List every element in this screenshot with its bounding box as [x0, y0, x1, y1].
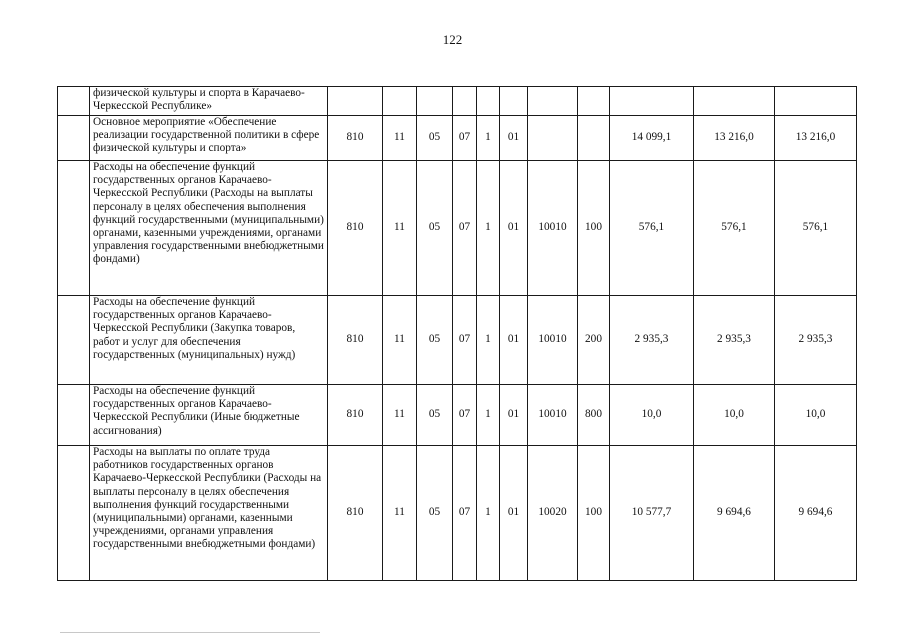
event-code-cell: 01 — [500, 446, 528, 581]
expense-type-cell — [578, 116, 610, 161]
table-row — [58, 385, 857, 446]
section-code-cell: 11 — [383, 161, 417, 296]
sum-year2-cell — [694, 87, 775, 116]
expense-type-cell — [578, 87, 610, 116]
program-code-cell — [453, 87, 477, 116]
row-margin-cell — [58, 296, 90, 385]
event-code-cell: 01 — [500, 161, 528, 296]
section-code-cell: 11 — [383, 296, 417, 385]
program-code-cell: 07 — [453, 116, 477, 161]
subprogram-code-cell: 1 — [477, 446, 500, 581]
subsection-code-cell: 05 — [417, 446, 453, 581]
sum-year1-cell: 14 099,1 — [610, 116, 694, 161]
budget-table — [57, 86, 857, 581]
event-code-cell — [500, 87, 528, 116]
expense-type-cell: 100 — [578, 446, 610, 581]
direction-code-cell: 10020 — [528, 446, 578, 581]
event-code-cell: 01 — [500, 296, 528, 385]
sum-year1-cell: 10,0 — [610, 385, 694, 446]
item-name-cell: Расходы на обеспечение функций государственных органов Карачаево-Черкесской Республики (Иные бюджетные ассигнования) — [90, 385, 328, 446]
sum-year2-cell: 9 694,6 — [694, 446, 775, 581]
sum-year1-cell: 2 935,3 — [610, 296, 694, 385]
subprogram-code-cell: 1 — [477, 296, 500, 385]
row-margin-cell — [58, 87, 90, 116]
sum-year2-cell: 10,0 — [694, 385, 775, 446]
sum-year2-cell: 576,1 — [694, 161, 775, 296]
sum-year2-cell: 13 216,0 — [694, 116, 775, 161]
subsection-code-cell: 05 — [417, 116, 453, 161]
direction-code-cell: 10010 — [528, 161, 578, 296]
table-row — [58, 296, 857, 385]
ministry-code-cell: 810 — [328, 161, 383, 296]
item-name-cell: Расходы на обеспечение функций государственных органов Карачаево-Черкесской Республики (Закупка товаров, работ и услуг для обеспечения государственных (муниципальных) нужд) — [90, 296, 328, 385]
subprogram-code-cell: 1 — [477, 161, 500, 296]
sum-year3-cell — [775, 87, 857, 116]
table-row — [58, 446, 857, 581]
sum-year3-cell: 13 216,0 — [775, 116, 857, 161]
subsection-code-cell: 05 — [417, 161, 453, 296]
program-code-cell: 07 — [453, 385, 477, 446]
expense-type-cell: 100 — [578, 161, 610, 296]
expense-type-cell: 800 — [578, 385, 610, 446]
scan-artifact-line — [60, 632, 320, 633]
direction-code-cell — [528, 116, 578, 161]
direction-code-cell: 10010 — [528, 385, 578, 446]
direction-code-cell — [528, 87, 578, 116]
item-name-cell: физической культуры и спорта в Карачаево-Черкесской Республике» — [90, 87, 328, 116]
event-code-cell: 01 — [500, 385, 528, 446]
ministry-code-cell: 810 — [328, 446, 383, 581]
section-code-cell: 11 — [383, 116, 417, 161]
sum-year3-cell: 2 935,3 — [775, 296, 857, 385]
subsection-code-cell: 05 — [417, 385, 453, 446]
sum-year3-cell: 576,1 — [775, 161, 857, 296]
ministry-code-cell: 810 — [328, 116, 383, 161]
sum-year1-cell: 576,1 — [610, 161, 694, 296]
ministry-code-cell — [328, 87, 383, 116]
program-code-cell: 07 — [453, 296, 477, 385]
sum-year3-cell: 10,0 — [775, 385, 857, 446]
sum-year1-cell: 10 577,7 — [610, 446, 694, 581]
subsection-code-cell: 05 — [417, 296, 453, 385]
table-row — [58, 161, 857, 296]
subsection-code-cell — [417, 87, 453, 116]
row-margin-cell — [58, 446, 90, 581]
sum-year3-cell: 9 694,6 — [775, 446, 857, 581]
row-margin-cell — [58, 116, 90, 161]
program-code-cell: 07 — [453, 161, 477, 296]
page-number: 122 — [442, 32, 463, 47]
section-code-cell: 11 — [383, 446, 417, 581]
table-body — [58, 87, 857, 581]
subprogram-code-cell: 1 — [477, 385, 500, 446]
sum-year2-cell: 2 935,3 — [694, 296, 775, 385]
event-code-cell: 01 — [500, 116, 528, 161]
sum-year1-cell — [610, 87, 694, 116]
ministry-code-cell: 810 — [328, 385, 383, 446]
item-name-cell: Основное мероприятие «Обеспечение реализации государственной политики в сфере физической культуры и спорта» — [90, 116, 328, 161]
row-margin-cell — [58, 385, 90, 446]
ministry-code-cell: 810 — [328, 296, 383, 385]
item-name-cell: Расходы на выплаты по оплате труда работников государственных органов Карачаево-Черкесской Республики (Расходы на выплаты персоналу в целях обеспечения выполнения функций государственными (муниципальными) органами, казенными учреждениями, органами управления государственными внебюджетными фондами) — [90, 446, 328, 581]
table-row — [58, 116, 857, 161]
direction-code-cell: 10010 — [528, 296, 578, 385]
item-name-cell: Расходы на обеспечение функций государственных органов Карачаево-Черкесской Республики (Расходы на выплаты персоналу в целях обеспечения выполнения функций государственными (муниципальными) органами, казенными учреждениями, органами управления государственными внебюджетными фондами) — [90, 161, 328, 296]
expense-type-cell: 200 — [578, 296, 610, 385]
table-row — [58, 87, 857, 116]
subprogram-code-cell — [477, 87, 500, 116]
row-margin-cell — [58, 161, 90, 296]
program-code-cell: 07 — [453, 446, 477, 581]
section-code-cell: 11 — [383, 385, 417, 446]
section-code-cell — [383, 87, 417, 116]
subprogram-code-cell: 1 — [477, 116, 500, 161]
